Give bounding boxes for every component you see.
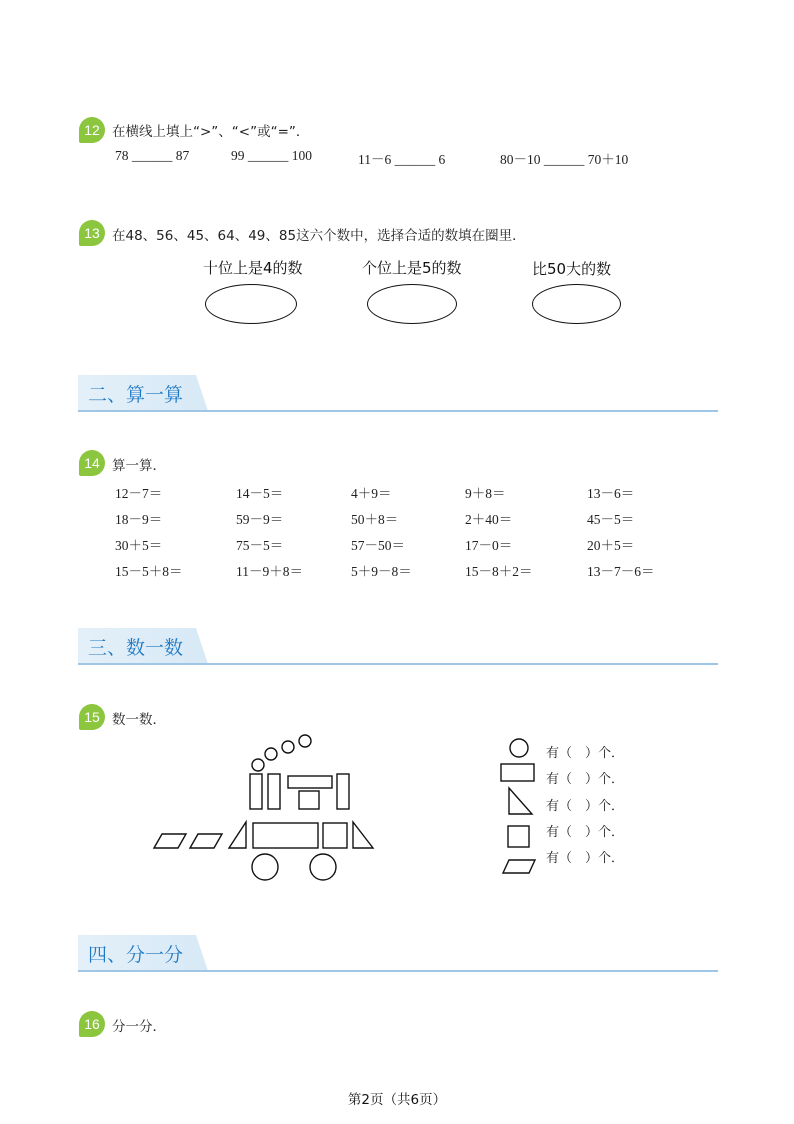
square-icon (508, 826, 529, 847)
count-parallelogram[interactable]: 有（ ）个． (546, 851, 625, 866)
calc-item[interactable]: 75－5＝ (236, 538, 284, 553)
parallelogram-shape (190, 834, 222, 848)
chimney-rect (337, 774, 349, 809)
calc-item[interactable]: 15－5＋8＝ (115, 564, 183, 579)
calc-item[interactable]: 45－5＝ (587, 512, 635, 527)
smoke-circle (265, 748, 277, 760)
section-divider (78, 663, 718, 665)
roof-rect (288, 776, 332, 788)
calc-item[interactable]: 9＋8＝ (465, 486, 506, 501)
question-12-prompt: 在横线上填上“>”、“<”或“=”． (112, 124, 310, 140)
wheel-circle (310, 854, 336, 880)
answer-oval-ones-5[interactable] (367, 284, 457, 324)
count-triangle[interactable]: 有（ ）个． (546, 799, 625, 814)
triangle-shape (229, 822, 246, 848)
count-rectangle[interactable]: 有（ ）个． (546, 772, 625, 787)
section-header-calculate (78, 375, 718, 413)
section-divider (78, 410, 718, 412)
calc-item[interactable]: 12－7＝ (115, 486, 163, 501)
calc-item[interactable]: 57－50＝ (351, 538, 405, 553)
chimney-rect (250, 774, 262, 809)
body-square (323, 823, 347, 848)
question-number-12: 12 (79, 117, 105, 143)
calc-item[interactable]: 17－0＝ (465, 538, 513, 553)
train-figure (140, 728, 390, 888)
calc-item[interactable]: 5＋9－8＝ (351, 564, 412, 579)
oval-label-greater-50: 比50大的数 (532, 260, 612, 278)
count-square[interactable]: 有（ ）个． (546, 825, 625, 840)
section-title: 三、数一数 (88, 637, 184, 659)
smoke-circle (299, 735, 311, 747)
section-header-count (78, 628, 718, 666)
question-number-14: 14 (79, 450, 105, 476)
window-square (299, 791, 319, 809)
calc-item[interactable]: 13－6＝ (587, 486, 635, 501)
answer-oval-tens-4[interactable] (205, 284, 297, 324)
question-16-prompt: 分一分． (112, 1019, 166, 1035)
calc-item[interactable]: 30＋5＝ (115, 538, 163, 553)
shape-legend (498, 736, 540, 878)
question-15-prompt: 数一数． (112, 712, 166, 728)
oval-label-tens-4: 十位上是4的数 (203, 259, 303, 277)
question-number-15: 15 (79, 704, 105, 730)
question-number-13: 13 (79, 220, 105, 246)
question-number-16: 16 (79, 1011, 105, 1037)
calc-item[interactable]: 50＋8＝ (351, 512, 399, 527)
question-14-prompt: 算一算． (112, 458, 166, 474)
section-header-sort (78, 935, 718, 973)
oval-label-ones-5: 个位上是5的数 (362, 259, 462, 277)
circle-icon (510, 739, 528, 757)
calc-item[interactable]: 13－7－6＝ (587, 564, 655, 579)
parallelogram-shape (154, 834, 186, 848)
body-rect (253, 823, 318, 848)
compare-item-3[interactable]: 11－6 ______ 6 (358, 152, 446, 167)
question-13-prompt: 在48、56、45、64、49、85这六个数中，选择合适的数填在圈里． (112, 228, 526, 244)
answer-oval-greater-50[interactable] (532, 284, 621, 324)
calc-item[interactable]: 2＋40＝ (465, 512, 513, 527)
compare-item-1[interactable]: 78 ______ 87 (115, 148, 190, 163)
section-title: 二、算一算 (88, 384, 184, 406)
section-divider (78, 970, 718, 972)
smoke-circle (252, 759, 264, 771)
triangle-shape (353, 822, 373, 848)
calc-item[interactable]: 20＋5＝ (587, 538, 635, 553)
calc-item[interactable]: 18－9＝ (115, 512, 163, 527)
parallelogram-icon (503, 860, 535, 873)
rectangle-icon (501, 764, 534, 781)
count-circle[interactable]: 有（ ）个． (546, 746, 625, 761)
calc-item[interactable]: 4＋9＝ (351, 486, 392, 501)
smoke-circle (282, 741, 294, 753)
compare-item-4[interactable]: 80－10 ______ 70＋10 (500, 152, 629, 167)
triangle-icon (509, 788, 532, 814)
calc-item[interactable]: 15－8＋2＝ (465, 564, 533, 579)
wheel-circle (252, 854, 278, 880)
compare-item-2[interactable]: 99 ______ 100 (231, 148, 312, 163)
calc-item[interactable]: 11－9＋8＝ (236, 564, 303, 579)
section-title: 四、分一分 (88, 944, 184, 966)
page-footer: 第2页（共6页） (347, 1092, 447, 1108)
chimney-rect (268, 774, 280, 809)
calc-item[interactable]: 14－5＝ (236, 486, 284, 501)
calc-item[interactable]: 59－9＝ (236, 512, 284, 527)
